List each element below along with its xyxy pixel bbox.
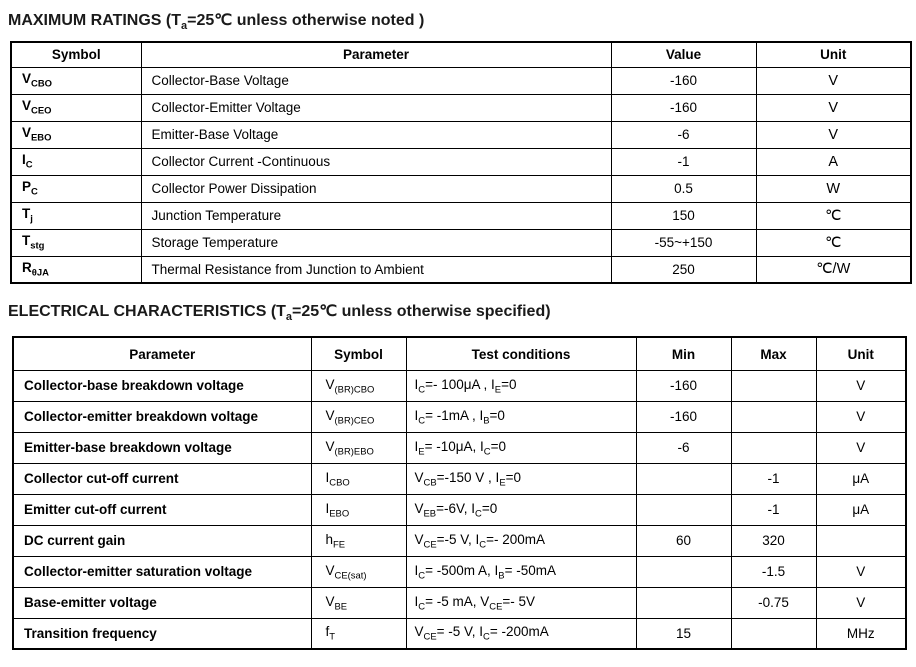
- table-row: [13, 401, 906, 432]
- table-cell: $I_C$: [11, 148, 141, 175]
- table-cell: V: [816, 370, 906, 401]
- table-cell: Collector-emitter breakdown voltage: [13, 401, 311, 432]
- table-cell: -160: [611, 94, 756, 121]
- column-header: Parameter: [13, 337, 311, 370]
- table-row: [11, 202, 911, 229]
- table-cell: Collector Current -Continuous: [141, 148, 611, 175]
- table-cell: $I_{CBO}$: [311, 463, 406, 494]
- table-cell: -6: [636, 432, 731, 463]
- table-cell: -160: [636, 401, 731, 432]
- table-cell: -160: [636, 370, 731, 401]
- table-cell: Storage Temperature: [141, 229, 611, 256]
- table-cell: V: [816, 587, 906, 618]
- table-cell: 15: [636, 618, 731, 649]
- table-cell: -1: [731, 463, 816, 494]
- table-cell: A: [756, 148, 911, 175]
- table-cell: -55~+150: [611, 229, 756, 256]
- table-cell: MHz: [816, 618, 906, 649]
- max-ratings-title: MAXIMUM RATINGS ($T_a=25℃$ unless otherwise noted ): [8, 12, 425, 33]
- table-cell: 320: [731, 525, 816, 556]
- table-cell: $I_E= -10\mu A$, $I_C=0$: [406, 432, 636, 463]
- table-cell: $I_C= -500m$ A, $I_B= -50mA$: [406, 556, 636, 587]
- table-cell: [731, 370, 816, 401]
- electrical-characteristics-title: ELECTRICAL CHARACTERISTICS ($T_a=25℃$ unless otherwise specified): [8, 303, 551, 324]
- table-row: [13, 432, 906, 463]
- table-row: [11, 94, 911, 121]
- table-cell: Junction Temperature: [141, 202, 611, 229]
- table-cell: $V_{BE}$: [311, 587, 406, 618]
- table-cell: [636, 494, 731, 525]
- table-cell: $V_{EBO}$: [11, 121, 141, 148]
- table-cell: [636, 556, 731, 587]
- table-cell: $R_{\theta JA}$: [11, 256, 141, 283]
- table-row: [13, 463, 906, 494]
- table-cell: $I_C=-$ 100μA , $I_E=0$: [406, 370, 636, 401]
- table-cell: ℃/W: [756, 256, 911, 283]
- table-cell: -0.75: [731, 587, 816, 618]
- table-cell: $h_{FE}$: [311, 525, 406, 556]
- table-cell: Transition frequency: [13, 618, 311, 649]
- table-row: [13, 370, 906, 401]
- table-row: [13, 556, 906, 587]
- table-cell: $f_T$: [311, 618, 406, 649]
- table-cell: $V_{CB}=-150$ V , $I_E=0$: [406, 463, 636, 494]
- table-cell: W: [756, 175, 911, 202]
- table-cell: 0.5: [611, 175, 756, 202]
- column-header: Max: [731, 337, 816, 370]
- table-cell: DC current gain: [13, 525, 311, 556]
- table-row: [11, 256, 911, 283]
- column-header: Parameter: [141, 42, 611, 67]
- electrical-characteristics-table: [12, 336, 907, 650]
- table-cell: V: [756, 67, 911, 94]
- table-row: [11, 121, 911, 148]
- table-cell: Collector-Base Voltage: [141, 67, 611, 94]
- column-header: Unit: [816, 337, 906, 370]
- table-cell: $I_{EBO}$: [311, 494, 406, 525]
- table-cell: [731, 618, 816, 649]
- table-cell: [816, 525, 906, 556]
- table-cell: 60: [636, 525, 731, 556]
- column-header: Test conditions: [406, 337, 636, 370]
- table-cell: $I_C= -5$ mA, $V_{CE}=-$ 5V: [406, 587, 636, 618]
- table-cell: $V_{(BR)CEO}$: [311, 401, 406, 432]
- table-cell: $V_{CEO}$: [11, 94, 141, 121]
- table-cell: -1: [731, 494, 816, 525]
- table-cell: $I_C= -1mA$ , $I_B=0$: [406, 401, 636, 432]
- table-cell: -6: [611, 121, 756, 148]
- table-cell: μA: [816, 494, 906, 525]
- table-cell: [636, 463, 731, 494]
- header-row: [11, 42, 911, 67]
- table-cell: V: [816, 432, 906, 463]
- table-cell: ℃: [756, 202, 911, 229]
- table-row: [11, 229, 911, 256]
- table-row: [11, 148, 911, 175]
- table-cell: $V_{CE}=-5$ V, $I_C=-$ 200mA: [406, 525, 636, 556]
- table-row: [11, 67, 911, 94]
- table-row: [13, 587, 906, 618]
- table-cell: -160: [611, 67, 756, 94]
- column-header: Symbol: [11, 42, 141, 67]
- table-cell: [636, 587, 731, 618]
- table-cell: Base-emitter voltage: [13, 587, 311, 618]
- table-cell: 150: [611, 202, 756, 229]
- table-row: [11, 175, 911, 202]
- column-header: Unit: [756, 42, 911, 67]
- table-cell: [731, 401, 816, 432]
- table-row: [13, 494, 906, 525]
- table-cell: Collector-emitter saturation voltage: [13, 556, 311, 587]
- table-cell: $V_{EB}=-6V$, $I_C=0$: [406, 494, 636, 525]
- table-cell: Emitter-Base Voltage: [141, 121, 611, 148]
- table-cell: $V_{CE(sat)}$: [311, 556, 406, 587]
- table-cell: Collector-Emitter Voltage: [141, 94, 611, 121]
- table-cell: $V_{CBO}$: [11, 67, 141, 94]
- table-cell: ℃: [756, 229, 911, 256]
- table-cell: Collector-base breakdown voltage: [13, 370, 311, 401]
- table-cell: -1: [611, 148, 756, 175]
- table-cell: $V_{(BR)EBO}$: [311, 432, 406, 463]
- table-cell: Emitter cut-off current: [13, 494, 311, 525]
- table-cell: Thermal Resistance from Junction to Ambient: [141, 256, 611, 283]
- header-row: [13, 337, 906, 370]
- table-cell: V: [816, 556, 906, 587]
- table-cell: μA: [816, 463, 906, 494]
- column-header: Symbol: [311, 337, 406, 370]
- table-cell: $P_C$: [11, 175, 141, 202]
- table-cell: $T_j$: [11, 202, 141, 229]
- table-cell: $T_{stg}$: [11, 229, 141, 256]
- max-ratings-table: [10, 41, 912, 284]
- table-cell: V: [816, 401, 906, 432]
- table-cell: Collector cut-off current: [13, 463, 311, 494]
- table-cell: $V_{CE}= -5$ V, $I_C= -200mA$: [406, 618, 636, 649]
- table-cell: V: [756, 94, 911, 121]
- table-cell: $V_{(BR)CBO}$: [311, 370, 406, 401]
- table-cell: -1.5: [731, 556, 816, 587]
- column-header: Value: [611, 42, 756, 67]
- table-cell: 250: [611, 256, 756, 283]
- table-cell: Collector Power Dissipation: [141, 175, 611, 202]
- table-cell: Emitter-base breakdown voltage: [13, 432, 311, 463]
- table-cell: V: [756, 121, 911, 148]
- table-row: [13, 525, 906, 556]
- column-header: Min: [636, 337, 731, 370]
- table-row: [13, 618, 906, 649]
- table-cell: [731, 432, 816, 463]
